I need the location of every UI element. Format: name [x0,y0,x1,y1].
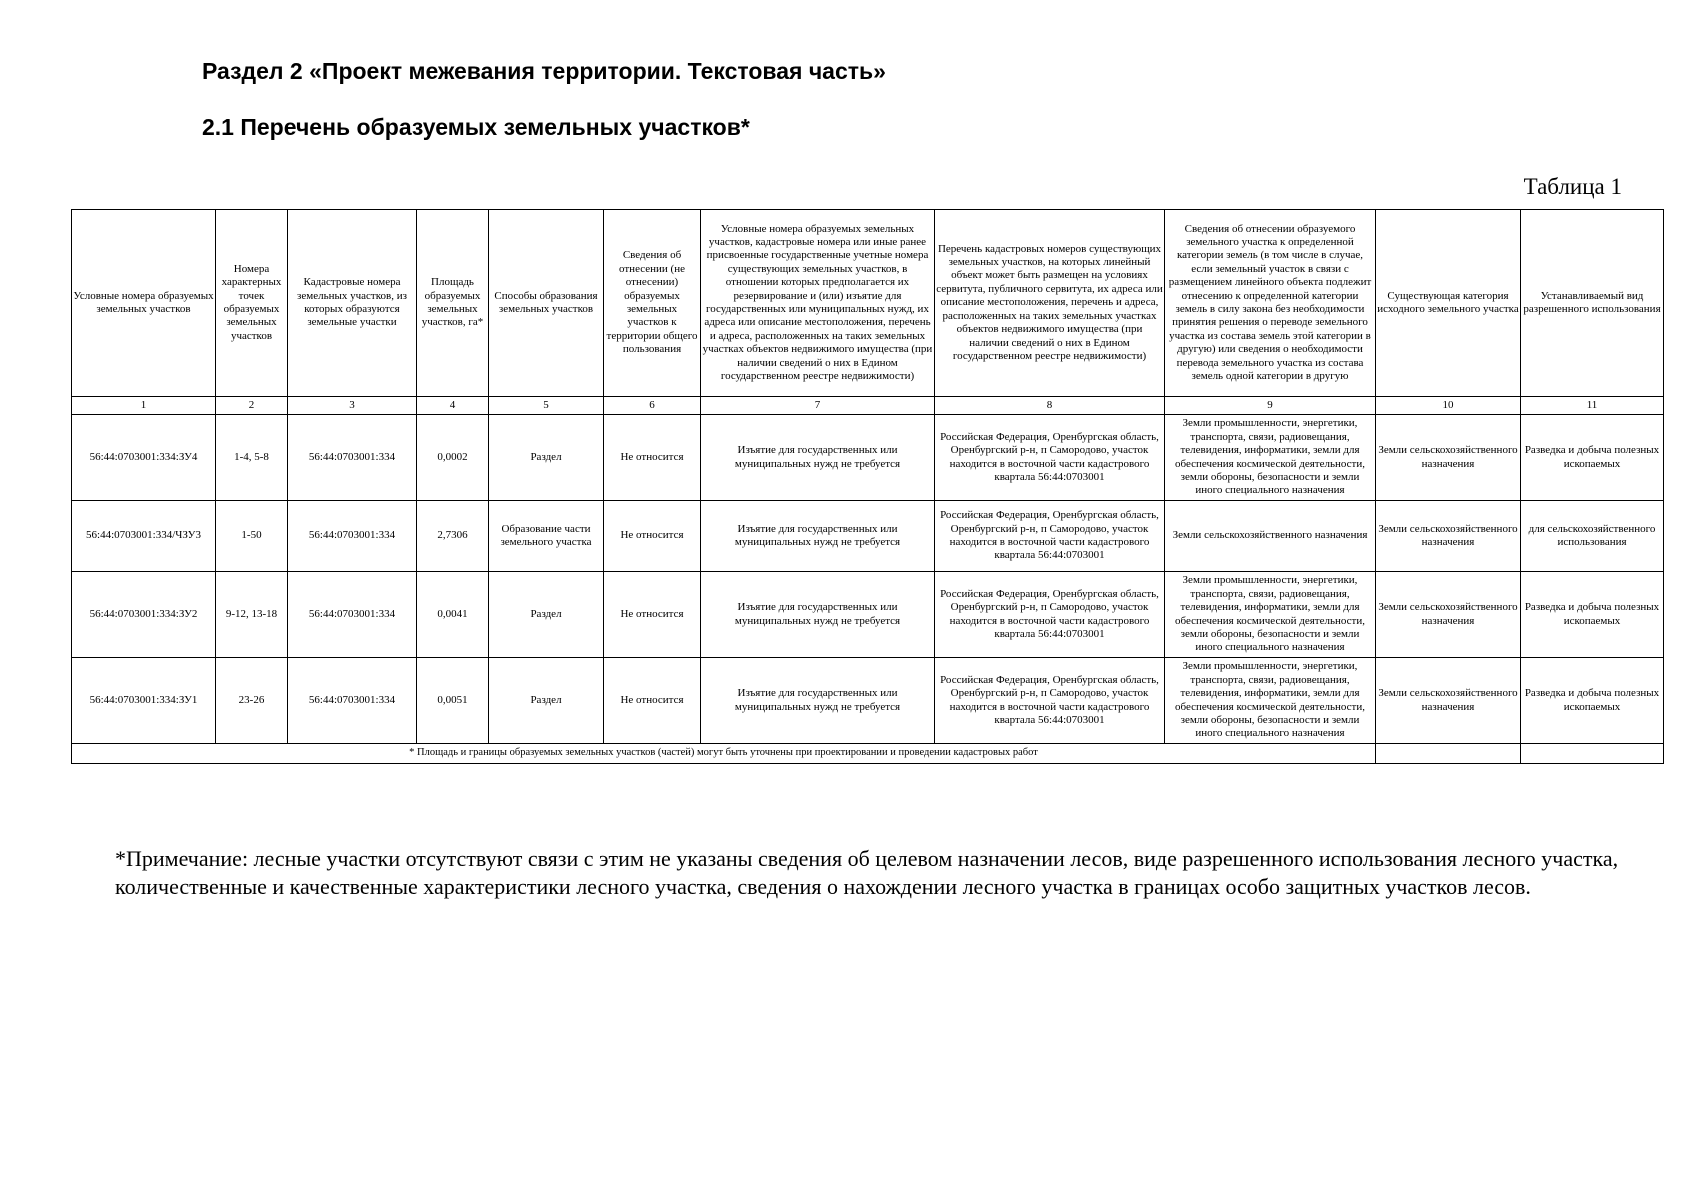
table-cell: Разведка и добыча полезных ископаемых [1521,572,1664,658]
table-cell: 1-50 [216,501,288,572]
table-cell: 0,0002 [417,415,489,501]
table-cell-empty [1521,744,1664,764]
table-cell: 0,0041 [417,572,489,658]
table-cell: Земли сельскохозяйственного назначения [1165,501,1376,572]
table-cell: 56:44:0703001:334 [288,658,417,744]
column-number: 8 [935,397,1165,415]
header-cell: Перечень кадастровых номеров существующих земельных участков, на которых линейный объект может быть размещен на условиях сервитута, публичного сервитута, их адреса или описание местоположения, перечень и адреса, расположенных на таких земельных участках объектов недвижимого имущества (при наличии сведений о них в Едином государственном реестре недвижимости) [935,210,1165,397]
header-cell: Существующая категория исходного земельного участка [1376,210,1521,397]
column-number: 11 [1521,397,1664,415]
subsection-title: 2.1 Перечень образуемых земельных участков* [202,114,750,140]
table-cell: Изъятие для государственных или муниципальных нужд не требуется [701,658,935,744]
table-cell: Земли сельскохозяйственного назначения [1376,501,1521,572]
header-cell: Площадь образуемых земельных участков, га* [417,210,489,397]
table-cell: Изъятие для государственных или муниципальных нужд не требуется [701,572,935,658]
header-cell: Кадастровые номера земельных участков, из которых образуются земельные участки [288,210,417,397]
table-cell: 1-4, 5-8 [216,415,288,501]
table-cell: 56:44:0703001:334/ЧЗУ3 [72,501,216,572]
table-cell: Раздел [489,415,604,501]
header-cell: Способы образования земельных участков [489,210,604,397]
column-number: 2 [216,397,288,415]
section-title: Раздел 2 «Проект межевания территории. Текстовая часть» [202,58,886,84]
table-cell: Не относится [604,658,701,744]
table-cell: 2,7306 [417,501,489,572]
table-cell: Разведка и добыча полезных ископаемых [1521,415,1664,501]
table-cell: Не относится [604,501,701,572]
column-number: 3 [288,397,417,415]
table-cell: 56:44:0703001:334:ЗУ2 [72,572,216,658]
table-cell: Земли промышленности, энергетики, транспорта, связи, радиовещания, телевидения, информатики, земли для обеспечения космической деятельности, земли обороны, безопасности и земли иного специального назначения [1165,572,1376,658]
header-cell: Сведения об отнесении образуемого земельного участка к определенной категории земель (в том числе в случае, если земельный участок в связи с размещением линейного объекта подлежит отнесению к определенной категории земель в силу закона без необходимости принятия решения о переводе земельного участка из состава земель этой категории в другую) или сведения о необходимости перевода земельного участка из состава земель одной категории в другую [1165,210,1376,397]
table-cell: 56:44:0703001:334 [288,501,417,572]
table-cell: Российская Федерация, Оренбургская область, Оренбургский р-н, п Самородово, участок находится в восточной части кадастрового квартала 56:44:0703001 [935,572,1165,658]
header-cell: Условные номера образуемых земельных участков, кадастровые номера или иные ранее присвоенные государственные учетные номера существующих земельных участков, в отношении которых предполагается их резервирование и (или) изъятие для государственных или муниципальных нужд, их адреса или описание местоположения, перечень и адреса, расположенных на таких земельных участках объектов недвижимого имущества (при наличии сведений о них в Едином государственном реестре недвижимости) [701,210,935,397]
column-number: 7 [701,397,935,415]
table-cell: Земли сельскохозяйственного назначения [1376,572,1521,658]
table-cell: Не относится [604,415,701,501]
table-row [72,572,1664,658]
note-paragraph: *Примечание: лесные участки отсутствуют связи с этим не указаны сведения об целевом назначении лесов, виде разрешенного использования лесного участка, количественные и качественные характеристики лесного участка, сведения о нахождении лесного участка в границах особо защитных участков лесов. [115,846,1619,899]
table-cell: Раздел [489,572,604,658]
table-label: Таблица 1 [1523,174,1622,199]
table-cell: Изъятие для государственных или муниципальных нужд не требуется [701,501,935,572]
column-number: 6 [604,397,701,415]
table-cell: Образование части земельного участка [489,501,604,572]
table-cell: Раздел [489,658,604,744]
table-cell: Разведка и добыча полезных ископаемых [1521,658,1664,744]
column-number: 1 [72,397,216,415]
column-numbers-row [72,397,1664,415]
table-cell: 56:44:0703001:334 [288,572,417,658]
table-cell: Земли промышленности, энергетики, транспорта, связи, радиовещания, телевидения, информатики, земли для обеспечения космической деятельности, земли обороны, безопасности и земли иного специального назначения [1165,658,1376,744]
table-cell: Российская Федерация, Оренбургская область, Оренбургский р-н, п Самородово, участок находится в восточной части кадастрового квартала 56:44:0703001 [935,501,1165,572]
land-plots-table [71,209,1664,764]
table-cell: 56:44:0703001:334 [288,415,417,501]
table-cell: 23-26 [216,658,288,744]
table-cell: 56:44:0703001:334:ЗУ1 [72,658,216,744]
table-header-row [72,210,1664,397]
column-number: 9 [1165,397,1376,415]
header-cell: Номера характерных точек образуемых земельных участков [216,210,288,397]
table-cell-empty [1376,744,1521,764]
table-cell: Земли сельскохозяйственного назначения [1376,658,1521,744]
table-footnote: * Площадь и границы образуемых земельных участков (частей) могут быть уточнены при проектировании и проведении кадастровых работ [72,744,1376,764]
table-row [72,658,1664,744]
table-footnote-row [72,744,1664,764]
table-cell: для сельскохозяйственного использования [1521,501,1664,572]
table-cell: 9-12, 13-18 [216,572,288,658]
table-cell: Не относится [604,572,701,658]
column-number: 5 [489,397,604,415]
header-cell: Сведения об отнесении (не отнесении) образуемых земельных участков к территории общего пользования [604,210,701,397]
table-cell: 56:44:0703001:334:ЗУ4 [72,415,216,501]
table-row [72,415,1664,501]
table-row [72,501,1664,572]
table-cell: Изъятие для государственных или муниципальных нужд не требуется [701,415,935,501]
table-cell: 0,0051 [417,658,489,744]
table-cell: Российская Федерация, Оренбургская область, Оренбургский р-н, п Самородово, участок находится в восточной части кадастрового квартала 56:44:0703001 [935,415,1165,501]
header-cell: Устанавливаемый вид разрешенного использования [1521,210,1664,397]
table-cell: Земли промышленности, энергетики, транспорта, связи, радиовещания, телевидения, информатики, земли для обеспечения космической деятельности, земли обороны, безопасности и земли иного специального назначения [1165,415,1376,501]
table-cell: Российская Федерация, Оренбургская область, Оренбургский р-н, п Самородово, участок находится в восточной части кадастрового квартала 56:44:0703001 [935,658,1165,744]
table-cell: Земли сельскохозяйственного назначения [1376,415,1521,501]
column-number: 10 [1376,397,1521,415]
column-number: 4 [417,397,489,415]
header-cell: Условные номера образуемых земельных участков [72,210,216,397]
